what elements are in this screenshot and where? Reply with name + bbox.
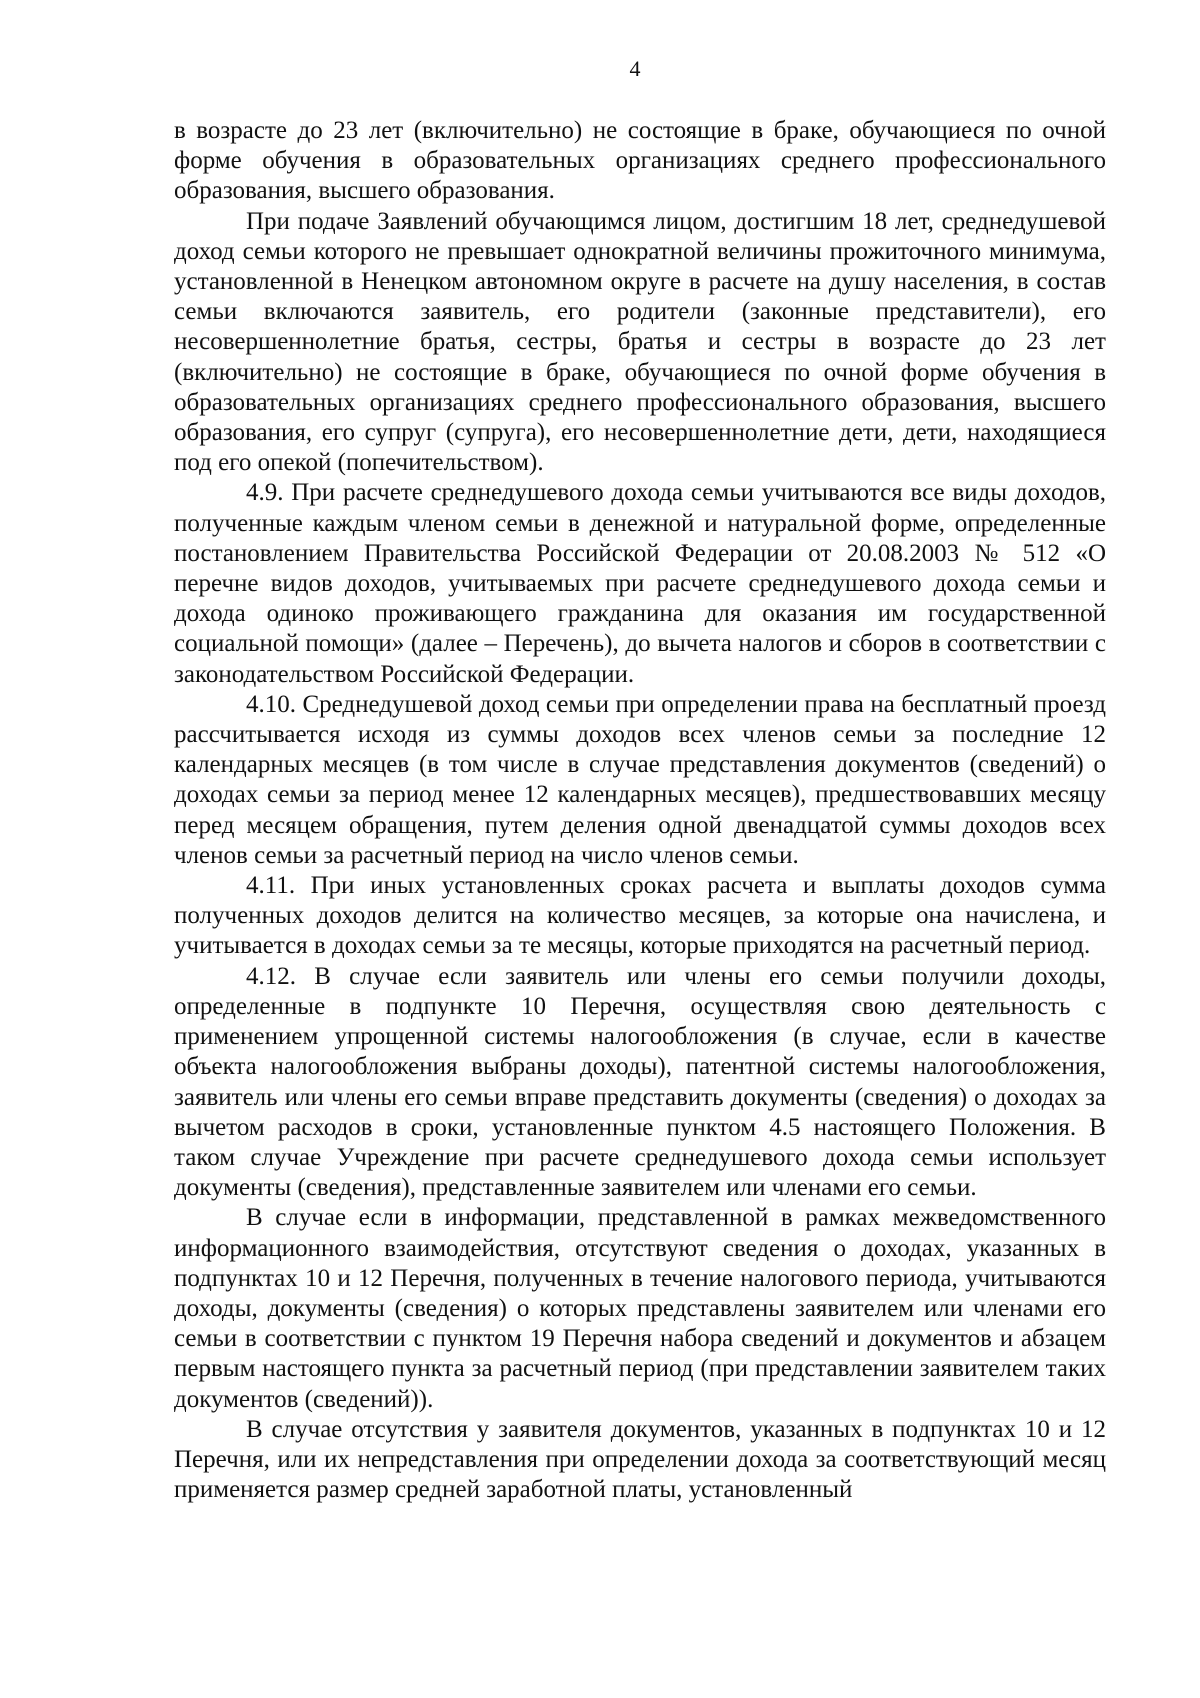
paragraph-interagency-info: В случае если в информации, представленной в рамках межведомственного информационного взаимодействия, отсутствуют сведения о доходах, указанных в подпунктах 10 и 12 Перечня, полученных в течение налогового периода, учитываются доходы, документы (сведения) о которых представлены заявителем или членами его семьи в соответствии с пунктом 19 Перечня набора сведений и документов и абзацем первым настоящего пункта за расчетный период (при представлении заявителем таких документов (сведений)).: [174, 1204, 1106, 1413]
paragraph-missing-documents: В случае отсутствия у заявителя документов, указанных в подпунктах 10 и 12 Перечня, или их непредставления при определении дохода за соответствующий месяц применяется размер средней заработной платы, установленный: [174, 1415, 1106, 1504]
paragraph-4-9: 4.9. При расчете среднедушевого дохода семьи учитываются все виды доходов, полученные каждым членом семьи в денежной и натуральной форме, определенные постановлением Правительства Российской Федерации от 20.08.2003 № 512 «О перечне видов доходов, учитываемых при расчете среднедушевого дохода семьи и дохода одиноко проживающего гражданина для оказания им государственной социальной помощи» (далее – Перечень), до вычета налогов и сборов в соответствии с законодательством Российской Федерации.: [174, 479, 1106, 688]
paragraph-continuation: в возрасте до 23 лет (включительно) не состоящие в браке, обучающиеся по очной форме обучения в образовательных организациях среднего профессионального образования, высшего образования.: [174, 117, 1106, 205]
paragraph-4-11: 4.11. При иных установленных сроках расчета и выплаты доходов сумма полученных доходов делится на количество месяцев, за которые она начислена, и учитывается в доходах семьи за те месяцы, которые приходятся на расчетный период.: [174, 872, 1106, 960]
page-number: 4: [629, 56, 641, 81]
paragraph-family-composition: При подаче Заявлений обучающимся лицом, достигшим 18 лет, среднедушевой доход семьи которого не превышает однократной величины прожиточного минимума, установленной в Ненецком автономном округе в расчете на душу населения, в состав семьи включаются заявитель, его родители (законные представители), его несовершеннолетние братья, сестры, братья и сестры в возрасте до 23 лет (включительно) не состоящие в браке, обучающиеся по очной форме обучения в образовательных организациях среднего профессионального образования, высшего образования, его супруг (супруга), его несовершеннолетние дети, дети, находящиеся под его опекой (попечительством).: [174, 207, 1106, 477]
document-body: [174, 116, 1106, 1505]
paragraph-4-10: 4.10. Среднедушевой доход семьи при определении права на бесплатный проезд рассчитывается исходя из суммы доходов всех членов семьи за последние 12 календарных месяцев (в том числе в случае представления документов (сведений) о доходах семьи за период менее 12 календарных месяцев), предшествовавших месяцу перед месяцем обращения, путем деления одной двенадцатой суммы доходов всех членов семьи за расчетный период на число членов семьи.: [174, 690, 1106, 869]
paragraph-4-12: 4.12. В случае если заявитель или члены его семьи получили доходы, определенные в подпункте 10 Перечня, осуществляя свою деятельность с применением упрощенной системы налогообложения (в случае, если в качестве объекта налогообложения выбраны доходы), патентной системы налогообложения, заявитель или члены его семьи вправе представить документы (сведения) о доходах за вычетом расходов в сроки, установленные пунктом 4.5 настоящего Положения. В таком случае Учреждение при расчете среднедушевого дохода семьи использует документы (сведения), представленные заявителем или членами его семьи.: [174, 962, 1106, 1202]
